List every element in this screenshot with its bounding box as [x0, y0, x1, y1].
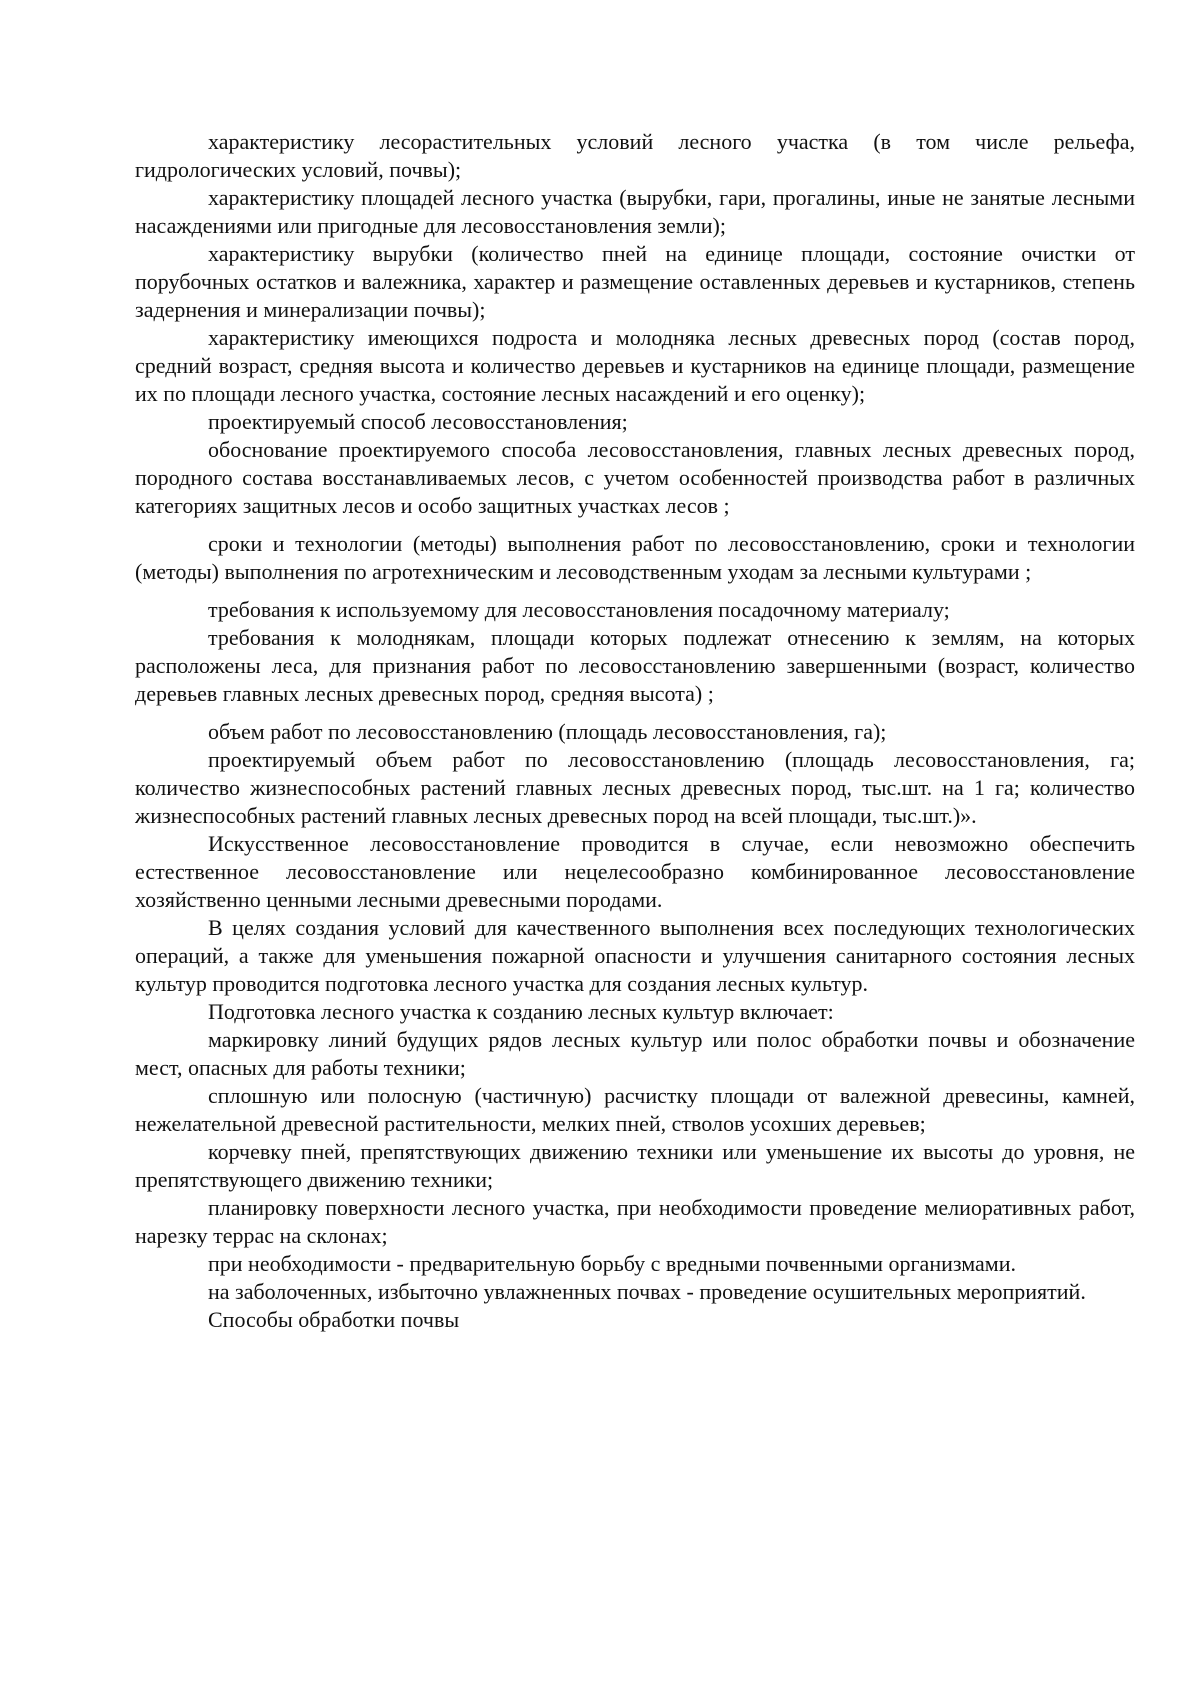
paragraph: требования к используемому для лесовосстановления посадочному материалу; — [208, 597, 950, 622]
paragraph: В целях создания условий для качественного выполнения всех последующих технологических операций, а также для уменьшения пожарной опасности и улучшения санитарного состояния лесных культур проводится подготовка лесного участка для создания лесных культур. — [135, 915, 1135, 996]
paragraph: корчевку пней, препятствующих движению техники или уменьшение их высоты до уровня, не препятствующего движению техники; — [135, 1139, 1135, 1192]
paragraph: при необходимости - предварительную борьбу с вредными почвенными организмами. — [208, 1251, 1016, 1276]
paragraph: на заболоченных, избыточно увлажненных почвах - проведение осушительных мероприятий. — [208, 1279, 1086, 1304]
paragraph: маркировку линий будущих рядов лесных культур или полос обработки почвы и обозначение мест, опасных для работы техники; — [135, 1027, 1135, 1080]
paragraph: требования к молоднякам, площади которых подлежат отнесению к землям, на которых расположены леса, для признания работ по лесовосстановлению завершенными (возраст, количество деревьев главных лесных древесных пород, средняя высота) ; — [135, 625, 1135, 706]
paragraph: обоснование проектируемого способа лесовосстановления, главных лесных древесных пород, породного состава восстанавливаемых лесов, с учетом особенностей производства работ в различных категориях защитных лесов и особо защитных участках лесов ; — [135, 437, 1135, 518]
paragraph: характеристику имеющихся подроста и молодняка лесных древесных пород (состав пород, средний возраст, средняя высота и количество деревьев и кустарников на единице площади, размещение их по площади лесного участка, состояние лесных насаждений и его оценку); — [135, 325, 1135, 406]
paragraph: объем работ по лесовосстановлению (площадь лесовосстановления, га); — [208, 719, 887, 744]
paragraph: планировку поверхности лесного участка, при необходимости проведение мелиоративных работ, нарезку террас на склонах; — [135, 1195, 1135, 1248]
paragraph: характеристику вырубки (количество пней на единице площади, состояние очистки от порубочных остатков и валежника, характер и размещение оставленных деревьев и кустарников, степень задернения и минерализации почвы); — [135, 241, 1135, 322]
paragraph: проектируемый объем работ по лесовосстановлению (площадь лесовосстановления, га; количество жизнеспособных растений главных лесных древесных пород, тыс.шт. на 1 га; количество жизнеспособных растений главных лесных древесных пород на всей площади, тыс.шт.)». — [135, 747, 1135, 828]
paragraph: Искусственное лесовосстановление проводится в случае, если невозможно обеспечить естественное лесовосстановление или нецелесообразно комбинированное лесовосстановление хозяйственно ценными лесными древесными породами. — [135, 831, 1135, 912]
document-body — [135, 128, 1135, 1334]
paragraph: сплошную или полосную (частичную) расчистку площади от валежной древесины, камней, нежелательной древесной растительности, мелких пней, стволов усохших деревьев; — [135, 1083, 1135, 1136]
paragraph: сроки и технологии (методы) выполнения работ по лесовосстановлению, сроки и технологии (методы) выполнения по агротехническим и лесоводственным уходам за лесными культурами ; — [135, 531, 1135, 584]
paragraph: Подготовка лесного участка к созданию лесных культур включает: — [208, 999, 834, 1024]
paragraph: характеристику лесорастительных условий лесного участка (в том числе рельефа, гидрологических условий, почвы); — [135, 129, 1135, 182]
paragraph: проектируемый способ лесовосстановления; — [208, 409, 628, 434]
paragraph: характеристику площадей лесного участка (вырубки, гари, прогалины, иные не занятые лесными насаждениями или пригодные для лесовосстановления земли); — [135, 185, 1135, 238]
paragraph: Способы обработки почвы — [208, 1307, 460, 1332]
